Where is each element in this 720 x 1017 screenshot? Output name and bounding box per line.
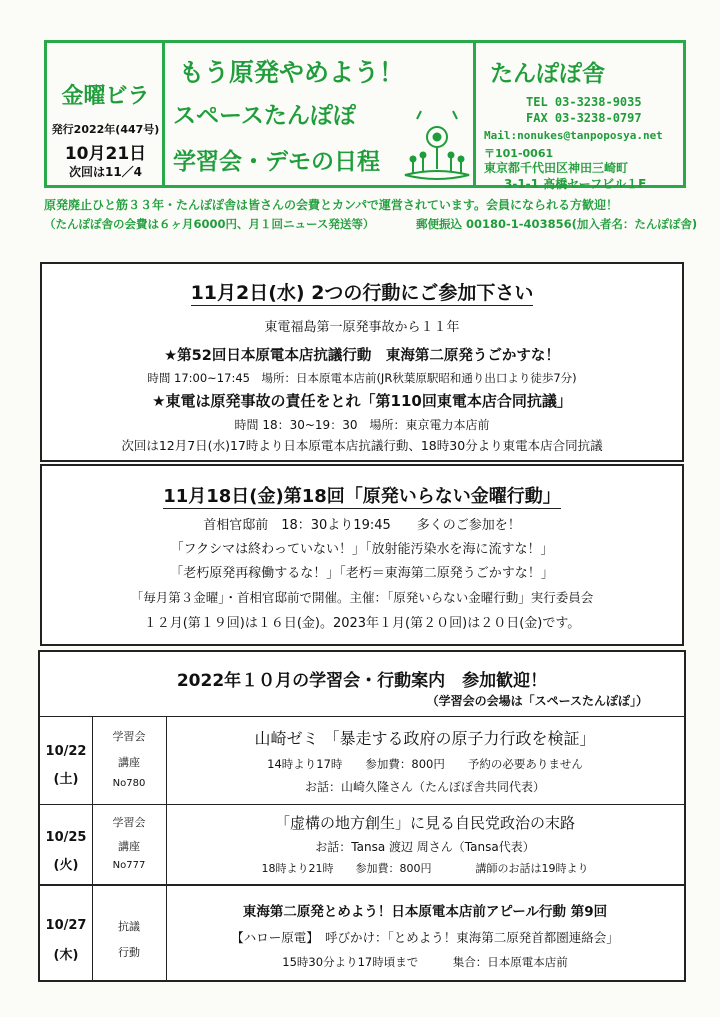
dandelion-people-illustration: [401, 109, 473, 185]
headline-3: 学習会・デモの日程: [173, 149, 380, 175]
row-title: 「虚構の地方創生」に見る自民党政治の末路: [274, 814, 575, 832]
row-day: (火): [53, 858, 79, 873]
action2-slogan1: 「フクシマは終わっていない！」「放射能汚染水を海に流すな！」: [170, 542, 554, 557]
row-day: (木): [53, 948, 79, 963]
row-title: 東海第二原発とめよう！日本原電本店前アピール行動 第9回: [242, 904, 608, 920]
address-line-1: 東京都千代田区神田三崎町: [484, 161, 629, 175]
row-type-sub: 講座: [118, 756, 140, 769]
row-detail: 18時より21時 参加費：800円 講師のお話は19時より: [261, 862, 589, 875]
row-type-sub: 行動: [118, 946, 140, 959]
email: Mail:nonukes@tanpoposya.net: [484, 129, 663, 142]
action1-next: 次回は12月7日(水)17時より日本原電本店抗議行動、18時30分より東電本店合同抗議: [121, 438, 603, 453]
action1-subtitle: 東電福島第一原発事故から１１年: [264, 320, 460, 335]
issue-info-box: [44, 40, 164, 188]
row-speaker: お話：Tansa 渡辺 周さん（Tansa代表）: [315, 840, 535, 854]
next-issue: 次回は11／4: [68, 165, 143, 179]
tel: TEL 03-3238-9035: [526, 95, 642, 109]
table-row: [40, 886, 92, 982]
row-number: No780: [112, 778, 146, 789]
schedule-box: [38, 650, 686, 982]
headline-1: もう原発やめよう！: [179, 58, 405, 87]
action2-place: 首相官邸前 18：30より19:45 多くのご参加を！: [203, 518, 521, 533]
action-box-nov2: [40, 262, 684, 462]
row-speaker: お話：山崎久隆さん（たんぽぽ舎共同代表）: [304, 780, 545, 794]
postal-code: 〒101-0061: [484, 147, 554, 160]
action1-item1-detail: 時間 17:00~17:45 場所：日本原電本店前(JR秋葉原駅昭和通り出口より徒歩7分): [147, 371, 577, 385]
action2-title: 11月18日(金)第18回「原発いらない金曜行動」: [163, 486, 561, 507]
table-row: [40, 716, 92, 804]
schedule-title: 2022年１０月の学習会・行動案内 参加歓迎！: [176, 671, 548, 691]
row-type: 抗議: [118, 920, 140, 933]
org-name: たんぽぽ舎: [490, 61, 605, 87]
flyer-title: 金曜ビラ: [61, 84, 150, 109]
schedule-venue: （学習会の会場は「スペースたんぽぽ」）: [426, 694, 648, 708]
action1-item1: ★第52回日本原電本店抗議行動 東海第二原発うごかすな！: [164, 348, 560, 364]
fax: FAX 03-3238-0797: [526, 111, 642, 125]
row-detail: 15時30分より17時頃まで 集合：日本原電本店前: [282, 955, 568, 969]
row-title: 山崎ゼミ 「暴走する政府の原子力行政を検証」: [254, 729, 596, 748]
table-row: [40, 804, 92, 884]
action2-slogan2: 「老朽原発再稼働するな！」「老朽＝東海第二原発うごかすな！」: [170, 566, 554, 581]
issue-number: 発行2022年(447号): [51, 123, 160, 136]
row-organizer: 【ハロー原電】 呼びかけ：「とめよう！東海第二原発首都圏連絡会」: [231, 930, 619, 945]
row-date: 10/22: [45, 744, 87, 759]
action1-title: 11月2日(水) 2つの行動にご参加下さい: [190, 282, 534, 304]
postal-transfer: 郵便振込 00180-1-403856(加入者名：たんぽぽ舎): [416, 217, 698, 231]
action1-item2: ★東電は原発事故の責任をとれ「第110回東電本店合同抗議」: [152, 392, 572, 410]
row-number: No777: [112, 860, 146, 871]
issue-date: 10月21日: [64, 144, 147, 164]
row-type-sub: 講座: [118, 840, 140, 853]
row-type: 学習会: [112, 816, 146, 829]
row-detail: 14時より17時 参加費：800円 予約の必要ありません: [267, 757, 583, 771]
row-type: 学習会: [112, 730, 146, 743]
row-date: 10/27: [45, 918, 87, 933]
address-line-2: 3-1-1 髙橋セーフビル１F: [504, 177, 647, 191]
action2-next: １２月(第１９回)は１６日(金)。2023年１月(第２０回)は２０日(金)です。: [143, 616, 581, 631]
headline-box: [162, 40, 476, 188]
action1-item2-detail: 時間 18：30~19：30 場所：東京電力本店前: [234, 418, 490, 432]
membership-notice: 原発廃止ひと筋３３年・たんぽぽ舎は皆さんの会費とカンパで運営されています。会員になられる方歓迎！: [44, 198, 618, 212]
row-day: (土): [53, 772, 79, 787]
headline-2: スペースたんぽぽ: [173, 103, 356, 129]
row-date: 10/25: [45, 830, 87, 845]
action2-organizer: 「毎月第３金曜」・首相官邸前で開催。主催：「原発いらない金曜行動」実行委員会: [130, 590, 594, 605]
contact-box: [476, 40, 686, 191]
action-box-nov18: [40, 464, 684, 646]
membership-fee: （たんぽぽ舎の会費は６ヶ月6000円、月１回ニュース発送等）: [44, 217, 375, 231]
